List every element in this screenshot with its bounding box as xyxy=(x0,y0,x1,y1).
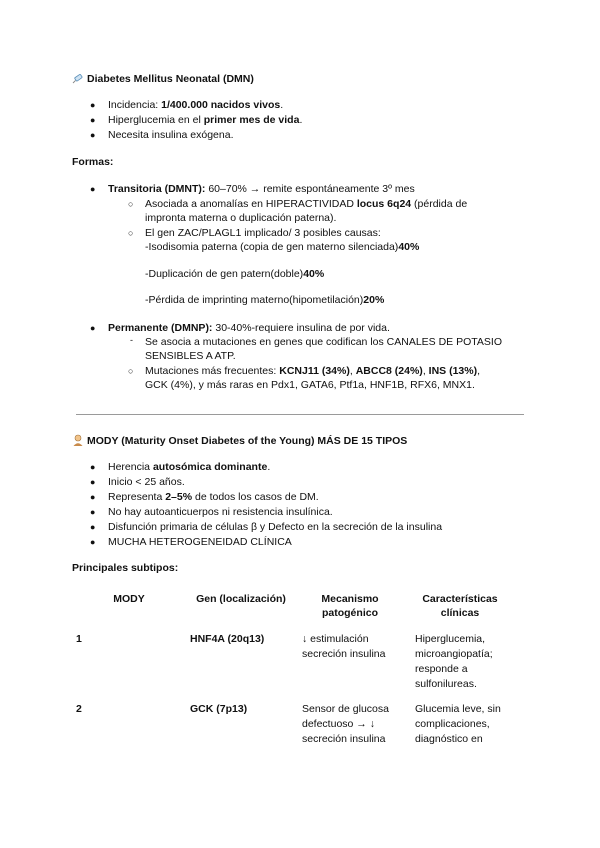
bullet-dot: ● xyxy=(90,462,96,472)
dmn-bullet-1: Incidencia: 1/400.000 nacidos vivos. xyxy=(108,99,284,111)
row2-car: Glucemia leve, sin complicaciones, diagnóstico en xyxy=(415,703,501,745)
formas-label: Formas: xyxy=(72,156,114,168)
bullet-dot: ● xyxy=(90,100,96,110)
row2-num: 2 xyxy=(76,703,82,715)
cause-3: -Pérdida de imprinting materno(hipometilación)20% xyxy=(145,294,385,306)
mody-bullet-3: Representa 2–5% de todos los casos de DM. xyxy=(108,491,319,503)
mody-bullet-4: No hay autoanticuerpos ni resistencia insulínica. xyxy=(108,506,333,518)
sub-bullet: ○ xyxy=(128,199,134,209)
th-mody: MODY xyxy=(113,593,145,605)
row1-mec: ↓ estimulación secreción insulina xyxy=(302,633,386,660)
row2-gen: GCK (7p13) xyxy=(190,703,248,715)
permanente-sub2: Mutaciones más frecuentes: KCNJ11 (34%), ABCC8 (24%), INS (13%), xyxy=(145,365,481,377)
transitoria-sub1: Asociada a anomalías en HIPERACTIVIDAD locus 6q24 (pérdida de xyxy=(145,198,468,210)
bullet-dot: ● xyxy=(90,130,96,140)
bullet-dot: ● xyxy=(90,492,96,502)
dmn-bullet-2: Hiperglucemia en el primer mes de vida. xyxy=(108,114,303,126)
dmn-bullet-3: Necesita insulina exógena. xyxy=(108,129,234,141)
bullet-dot: ● xyxy=(90,477,96,487)
cause-2: -Duplicación de gen patern(doble)40% xyxy=(145,268,325,280)
bullet-dot: ● xyxy=(90,537,96,547)
mody-bullet-1: Herencia autosómica dominante. xyxy=(108,461,271,473)
mody-bullet-2: Inicio < 25 años. xyxy=(108,476,185,488)
syringe-icon xyxy=(72,72,84,84)
sub-bullet: ○ xyxy=(128,366,134,376)
permanente-sub2-cont: GCK (4%), y más raras en Pdx1, GATA6, Ptf1a, HNF1B, RFX6, MNX1. xyxy=(145,379,475,391)
th-caracteristicas: Características clínicas xyxy=(422,593,498,619)
permanente-sub1: Se asocia a mutaciones en genes que codifican los CANALES DE POTASIO xyxy=(145,336,502,348)
bullet-dot: ● xyxy=(90,184,96,194)
dmn-title-text: Diabetes Mellitus Neonatal (DMN) xyxy=(87,73,254,85)
transitoria-sub2: El gen ZAC/PLAGL1 implicado/ 3 posibles causas: xyxy=(145,227,381,239)
bullet-dot: ● xyxy=(90,323,96,333)
th-gen: Gen (localización) xyxy=(196,593,286,605)
dash-bullet: - xyxy=(130,335,133,345)
cause-1: -Isodisomia paterna (copia de gen materno silenciada)40% xyxy=(145,241,420,253)
mody-bullet-5: Disfunción primaria de células β y Defecto en la secreción de la insulina xyxy=(108,521,443,533)
mody-bullet-6: MUCHA HETEROGENEIDAD CLÍNICA xyxy=(108,536,292,548)
row1-car: Hiperglucemia, microangiopatía; responde a sulfonilureas. xyxy=(415,633,493,690)
subtipos-label: Principales subtipos: xyxy=(72,562,179,574)
permanente-sub1-cont: SENSIBLES A ATP. xyxy=(145,350,236,362)
th-mecanismo: Mecanismo patogénico xyxy=(321,593,379,619)
bullet-dot: ● xyxy=(90,522,96,532)
row2-mec: Sensor de glucosa defectuoso → ↓ secreción insulina xyxy=(302,703,389,745)
mody-title xyxy=(72,434,407,447)
transitoria-line: Transitoria (DMNT): 60–70% → remite espontáneamente 3º mes xyxy=(108,183,415,195)
row1-num: 1 xyxy=(76,633,82,645)
row1-gen: HNF4A (20q13) xyxy=(190,633,265,645)
transitoria-sub1-cont: impronta materna o duplicación paterna). xyxy=(145,212,337,224)
bullet-dot: ● xyxy=(90,507,96,517)
person-icon xyxy=(72,434,84,446)
bullet-dot: ● xyxy=(90,115,96,125)
mody-title-text: MODY (Maturity Onset Diabetes of the Young) MÁS DE 15 TIPOS xyxy=(87,435,408,447)
sub-bullet: ○ xyxy=(128,228,134,238)
divider xyxy=(76,414,524,415)
dmn-title xyxy=(72,72,254,85)
permanente-line: Permanente (DMNP): 30-40%-requiere insulina de por vida. xyxy=(108,322,390,334)
